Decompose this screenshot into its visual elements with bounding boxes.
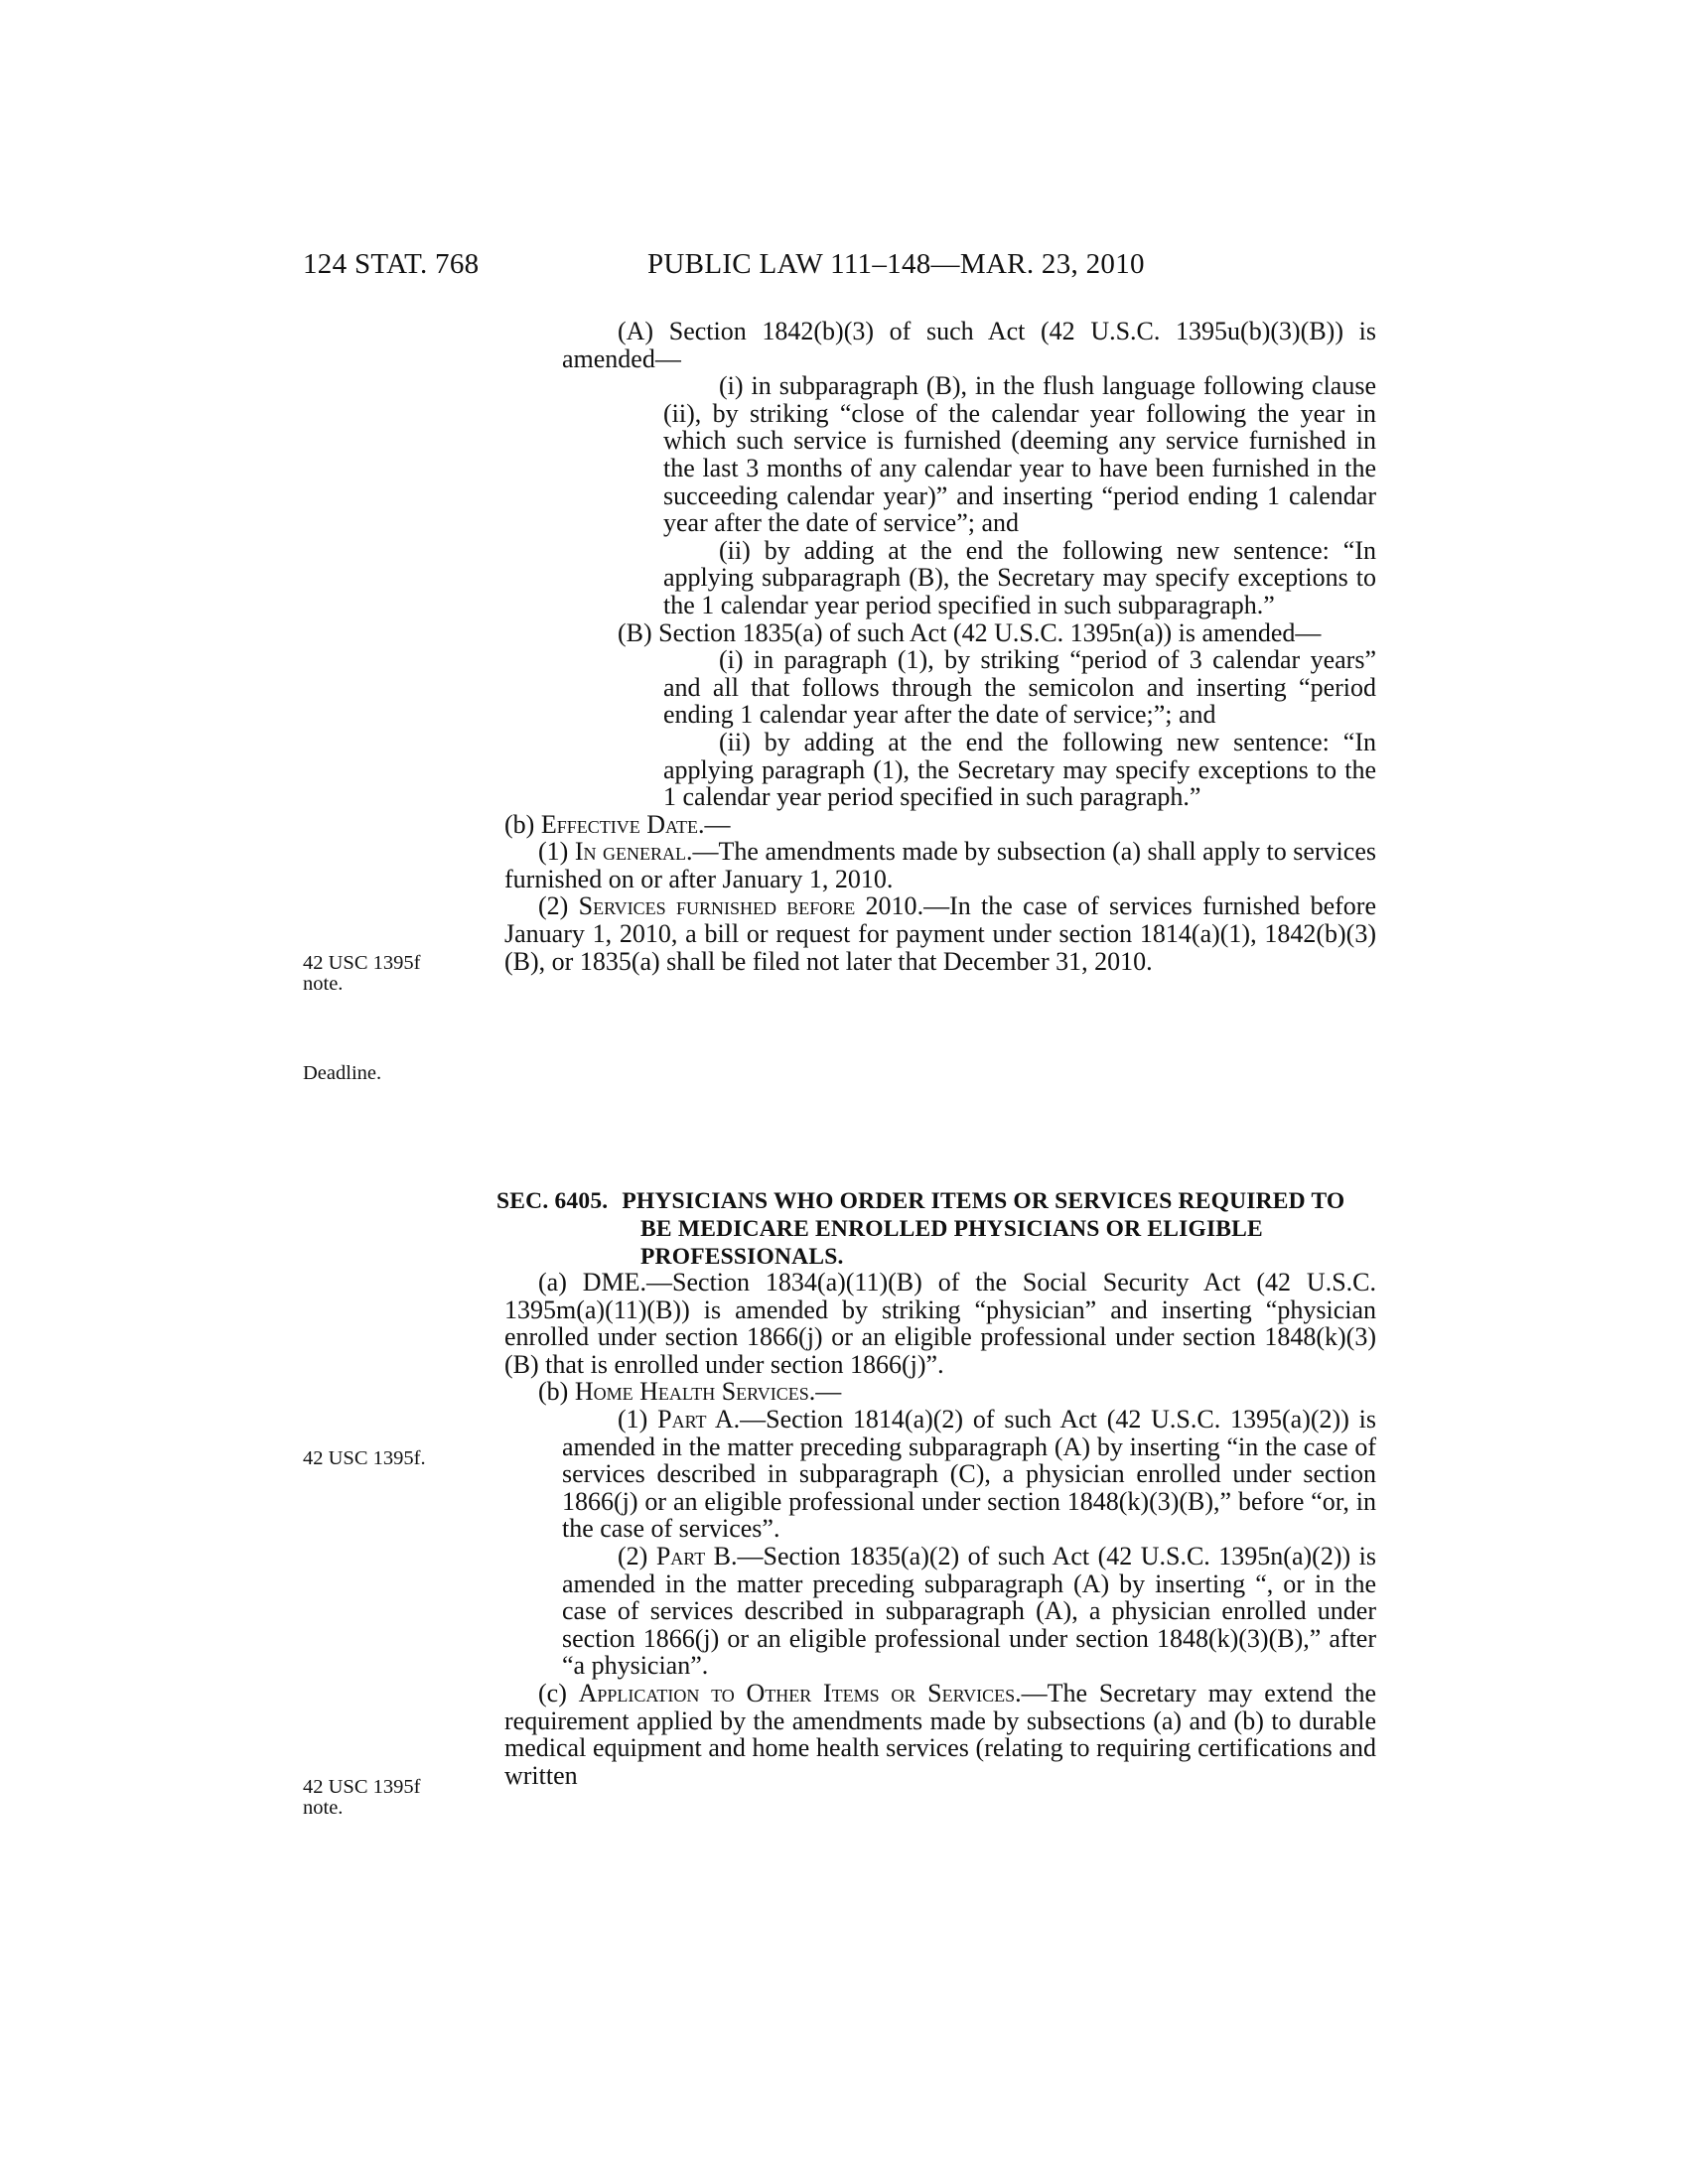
margin-note-line: 42 USC 1395f: [303, 952, 421, 974]
subsection-text: .—The Secretary may extend the requirement applied by the amendments made by subsections (a) and (b) to durable medical equipment and home health services (relating to requiring certifications and written: [504, 1678, 1377, 1790]
paragraph-label: (1): [538, 837, 575, 867]
paragraph-label: (2): [538, 891, 579, 921]
paragraph-2: [504, 1543, 1376, 1680]
subsection-label: (c): [538, 1678, 579, 1707]
subsection-heading: Home Health Services: [574, 1377, 809, 1407]
margin-note-line: Deadline.: [303, 1062, 382, 1084]
statute-body-continued: [504, 1269, 1376, 1789]
margin-note-line: 42 USC 1395f: [303, 1776, 421, 1798]
margin-note-line: 42 USC 1395f.: [303, 1447, 426, 1469]
paragraph-1: [504, 838, 1376, 892]
clause-ii: (ii) by adding at the end the following new sentence: “In applying paragraph (1), the Secretary may specify exceptions to the 1 calendar year period specified in such paragraph.”: [663, 727, 1376, 812]
clause-ii: (ii) by adding at the end the following new sentence: “In applying subparagraph (B), the Secretary may specify exceptions to the 1 calendar year period specified in such subparagraph.”: [663, 535, 1376, 619]
subsection-dash: .—: [698, 809, 731, 839]
statute-body: [504, 318, 1376, 975]
paragraph-a: (A) Section 1842(b)(3) of such Act (42 U.S.C. 1395u(b)(3)(B)) is amended—: [562, 317, 1376, 373]
margin-note-line: note.: [303, 973, 344, 995]
section-title: PHYSICIANS WHO ORDER ITEMS OR SERVICES REQUIRED TO BE MEDICARE ENROLLED PHYSICIANS OR ELIGIBLE PROFESSIONALS.: [622, 1188, 1345, 1270]
paragraph-heading: In general: [574, 837, 687, 867]
margin-note: [303, 953, 482, 995]
subsection-heading: Application to Other Items or Services: [578, 1678, 1016, 1707]
page-citation: 124 STAT. 768: [303, 248, 480, 280]
paragraph-text: .—In the case of services furnished before January 1, 2010, a bill or request for payment under section 1814(a)(1), 1842(b)(3)(B), or 1835(a) shall be filed not later that December 31, 2010.: [504, 891, 1376, 976]
margin-note: [303, 1063, 482, 1084]
paragraph-text: .—The amendments made by subsection (a) shall apply to services furnished on or after January 1, 2010.: [504, 837, 1376, 893]
paragraph-1: [504, 1406, 1376, 1543]
paragraph-text: .—Section 1814(a)(2) of such Act (42 U.S.C. 1395(a)(2)) is amended in the matter preceding subparagraph (A) by inserting “in the case of services described in subparagraph (C), a physician enrolled under section 1866(j) or an eligible professional under section 1848(k)(3)(B),” before “or, in the case of services”.: [562, 1404, 1376, 1544]
paragraph-text: .—Section 1835(a)(2) of such Act (42 U.S.C. 1395n(a)(2)) is amended in the matter preceding subparagraph (A) by inserting “, or in the case of services described in subparagraph (A), a physician enrolled under section 1866(j) or an eligible professional under section 1848(k)(3)(B),” after “a physician”.: [562, 1541, 1376, 1681]
paragraph-label: (1): [618, 1404, 658, 1433]
clause-i: (i) in paragraph (1), by striking “period of 3 calendar years” and all that follows through the semicolon and inserting “period ending 1 calendar year after the date of service;”; and: [663, 645, 1376, 730]
subsection-label: (b): [504, 809, 541, 839]
margin-note-line: note.: [303, 1797, 344, 1819]
margin-note: [303, 1448, 482, 1469]
paragraph-label: (2): [618, 1541, 656, 1570]
subsection-b-heading: [504, 1378, 1376, 1406]
subsection-c: [504, 1680, 1376, 1789]
running-header: PUBLIC LAW 111–148—MAR. 23, 2010: [647, 248, 1145, 280]
subsection-label: (b): [538, 1377, 575, 1407]
subsection-b-heading: [504, 811, 1376, 839]
paragraph-2: [504, 892, 1376, 975]
margin-note: [303, 1777, 482, 1819]
paragraph-b: (B) Section 1835(a) of such Act (42 U.S.C. 1395n(a)) is amended—: [618, 617, 1322, 647]
paragraph-heading: Part A: [657, 1404, 734, 1433]
subsection-a: (a) DME.—Section 1834(a)(11)(B) of the Social Security Act (42 U.S.C. 1395m(a)(11)(B)) is amended by striking “physician” and inserting “physician enrolled under section 1866(j) or an eligible professional under section 1848(k)(3)(B) that is enrolled under section 1866(j)”.: [504, 1268, 1376, 1379]
subsection-heading: Effective Date: [540, 809, 698, 839]
paragraph-heading: Services furnished before 2010: [578, 891, 917, 921]
clause-i: (i) in subparagraph (B), in the flush language following clause (ii), by striking “close of the calendar year following the year in which such service is furnished (deeming any service furnished in the last 3 months of any calendar year to have been furnished in the succeeding calendar year)” and inserting “period ending 1 calendar year after the date of service”; and: [663, 371, 1376, 538]
paragraph-heading: Part B: [655, 1541, 732, 1570]
section-number: SEC. 6405.: [496, 1188, 609, 1214]
subsection-dash: .—: [808, 1377, 842, 1407]
